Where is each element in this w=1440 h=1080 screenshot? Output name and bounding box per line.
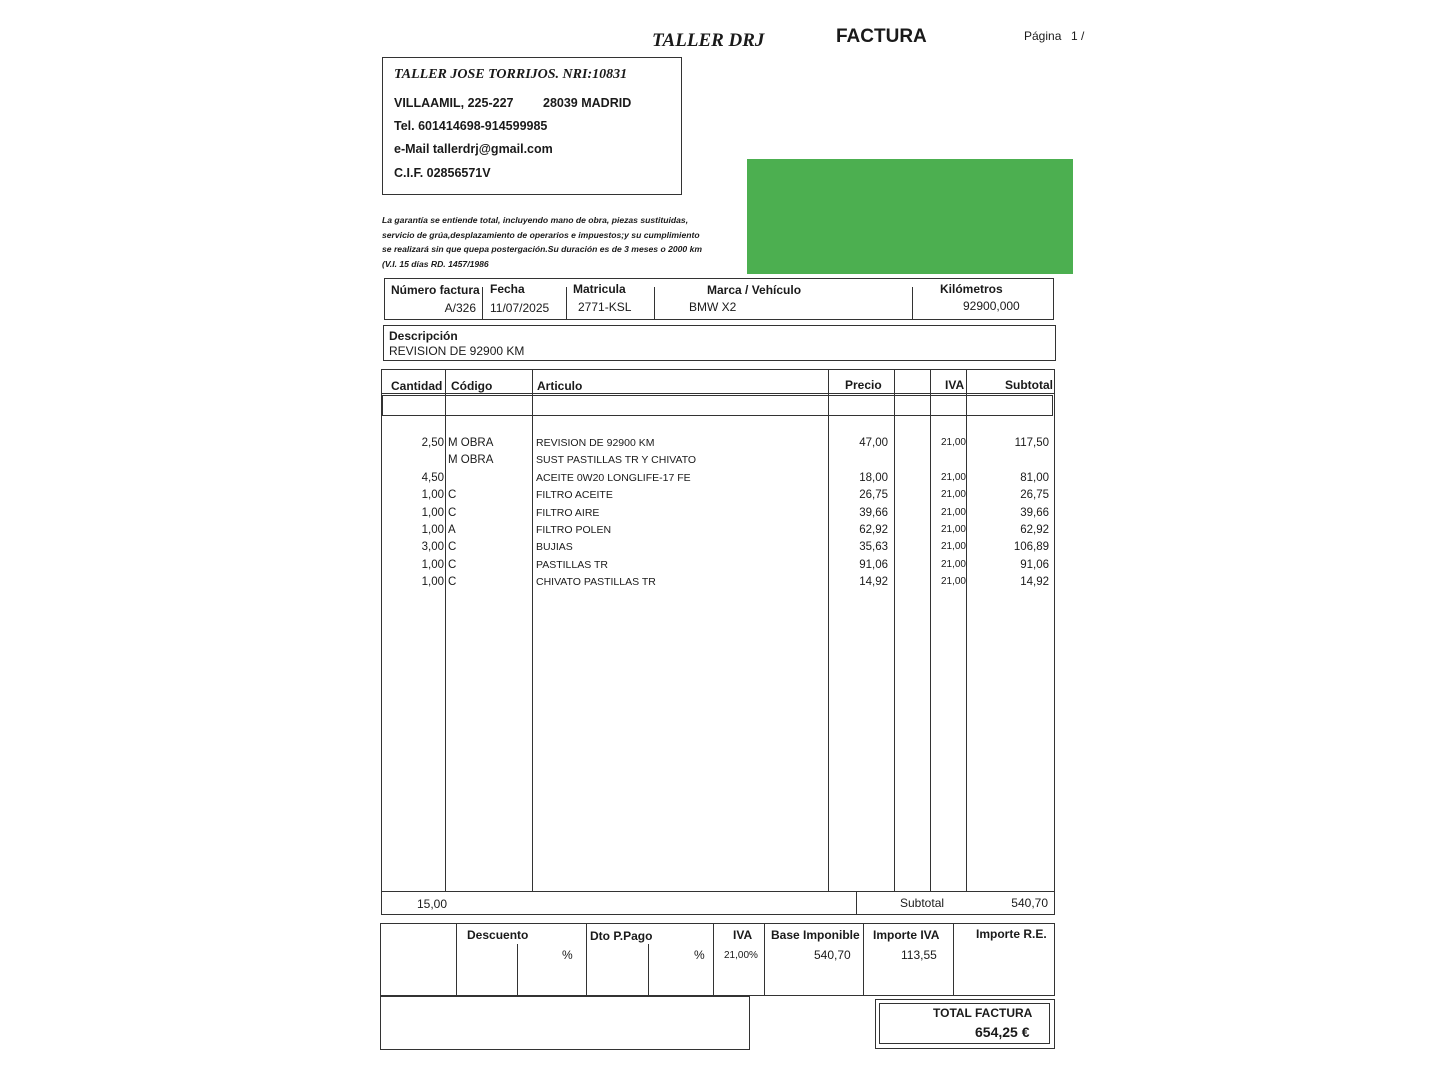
description-box [383,325,1056,361]
row-code: C [448,576,457,588]
row-code: A [448,524,456,536]
subtotal-value: 540,70 [1011,896,1048,910]
row-iva: 21,00 [940,489,966,500]
description-label: Descripción [389,329,458,343]
warranty-line: se realizará sin que quepa postergación.Su duración es de 3 meses o 2000 km [382,244,703,255]
row-code: C [448,507,457,519]
row-iva: 21,00 [940,472,966,483]
row-article: PASTILLAS TR [536,559,608,571]
row-article: CHIVATO PASTILLAS TR [536,576,656,588]
col-header-precio: Precio [845,378,882,392]
table-row [382,472,1054,489]
vehicle-label: Marca / Vehículo [707,283,802,297]
row-article: FILTRO ACEITE [536,489,613,501]
row-qty: 2,50 [421,437,444,449]
row-iva: 21,00 [940,437,966,448]
issuer-box [382,57,682,195]
importe-iva-label: Importe IVA [873,928,940,942]
total-value: 654,25 € [975,1024,1030,1040]
dto-percent: % [694,948,705,962]
row-price: 14,92 [859,576,888,588]
document-type: FACTURA [836,26,927,47]
row-iva: 21,00 [940,576,966,587]
km-value: 92900,000 [963,299,1020,313]
iva-label: IVA [733,928,753,942]
row-iva: 21,00 [940,559,966,570]
table-row [382,576,1054,593]
warranty-line: (V.I. 15 días RD. 1457/1986 [382,258,489,269]
table-row [382,489,1054,506]
discount-label: Descuento [467,928,529,942]
shop-name: TALLER DRJ [652,30,765,51]
plate-label: Matricula [573,282,626,296]
invoice-date: 11/07/2025 [490,301,550,315]
row-iva: 21,00 [940,541,966,552]
subtotal-label: Subtotal [900,896,945,910]
col-header-cantidad: Cantidad [391,379,443,393]
table-row [382,524,1054,541]
warranty-line: La garantía se entiende total, incluyendo mano de obra, piezas sustituidas, [382,215,689,225]
row-qty: 1,00 [421,559,444,571]
date-label: Fecha [490,282,525,296]
row-article: FILTRO AIRE [536,507,600,519]
table-row [382,507,1054,524]
row-article: REVISION DE 92900 KM [536,437,655,449]
total-label: TOTAL FACTURA [933,1006,1033,1020]
col-header-subtotal: Subtotal [1005,378,1053,392]
row-article: SUST PASTILLAS TR Y CHIVATO [536,454,697,466]
col-header-codigo: Código [451,379,493,393]
table-row [382,437,1054,454]
row-qty: 1,00 [421,489,444,501]
row-price: 47,00 [859,437,888,449]
importe-iva-value: 113,55 [901,948,937,962]
row-article: ACEITE 0W20 LONGLIFE-17 FE [536,472,691,484]
invoice-number: A/326 [444,301,476,315]
notes-box [380,996,750,1050]
col-header-iva: IVA [945,378,965,392]
row-price: 62,92 [859,524,888,536]
row-qty: 3,00 [421,541,444,553]
row-code: M OBRA [448,437,494,449]
row-code: C [448,559,457,571]
plate-number: 2771-KSL [578,300,632,314]
base-imponible-label: Base Imponible [771,928,860,942]
description-text: REVISION DE 92900 KM [389,344,525,358]
issuer-phone: Tel. 601414698-914599985 [394,119,548,133]
row-price: 18,00 [859,472,888,484]
row-price: 91,06 [859,559,888,571]
invoice-number-label: Número factura [391,283,480,297]
table-row [382,454,1054,471]
row-price: 35,63 [859,541,888,553]
km-label: Kilómetros [940,282,1003,296]
row-subtotal: 14,92 [1020,576,1049,588]
issuer-address: VILLAAMIL, 225-227 [394,96,514,110]
row-subtotal: 117,50 [1014,437,1049,449]
row-article: FILTRO POLEN [536,524,612,536]
discount-percent: % [562,948,573,962]
row-article: BUJIAS [536,541,573,553]
iva-rate: 21,00% [724,950,758,961]
issuer-postal-city: 28039 MADRID [543,96,632,110]
row-qty: 1,00 [421,507,444,519]
row-qty: 4,50 [421,472,444,484]
dto-label: Dto P.Pago [590,929,653,943]
col-header-articulo: Articulo [537,379,583,393]
row-subtotal: 39,66 [1020,507,1049,519]
total-box [875,999,1055,1049]
row-subtotal: 62,92 [1020,524,1049,536]
table-row [382,541,1054,558]
page-number: 1 / [1071,29,1085,43]
redacted-block [747,159,1073,274]
row-code: C [448,541,457,553]
total-quantity: 15,00 [417,897,448,911]
issuer-email: e-Mail tallerdrj@gmail.com [394,142,553,156]
row-subtotal: 81,00 [1020,472,1049,484]
warranty-line: servicio de grúa,desplazamiento de operarios e impuestos;y su cumplimiento [382,229,700,240]
row-subtotal: 91,06 [1020,559,1049,571]
row-subtotal: 26,75 [1020,489,1049,501]
row-price: 26,75 [859,489,888,501]
row-iva: 21,00 [940,524,966,535]
page-label: Página [1024,29,1062,43]
row-subtotal: 106,89 [1013,541,1049,553]
table-row [382,559,1054,576]
row-iva: 21,00 [940,507,966,518]
base-imponible-value: 540,70 [814,948,851,962]
importe-re-label: Importe R.E. [976,927,1047,941]
warranty-text [382,213,702,271]
issuer-name: TALLER JOSE TORRIJOS. NRI:10831 [394,67,628,82]
row-qty: 1,00 [421,524,444,536]
issuer-cif: C.I.F. 02856571V [394,166,491,180]
row-code: C [448,489,457,501]
row-qty: 1,00 [421,576,444,588]
vehicle-model: BMW X2 [689,300,737,314]
row-code: M OBRA [448,454,494,466]
row-price: 39,66 [859,507,888,519]
